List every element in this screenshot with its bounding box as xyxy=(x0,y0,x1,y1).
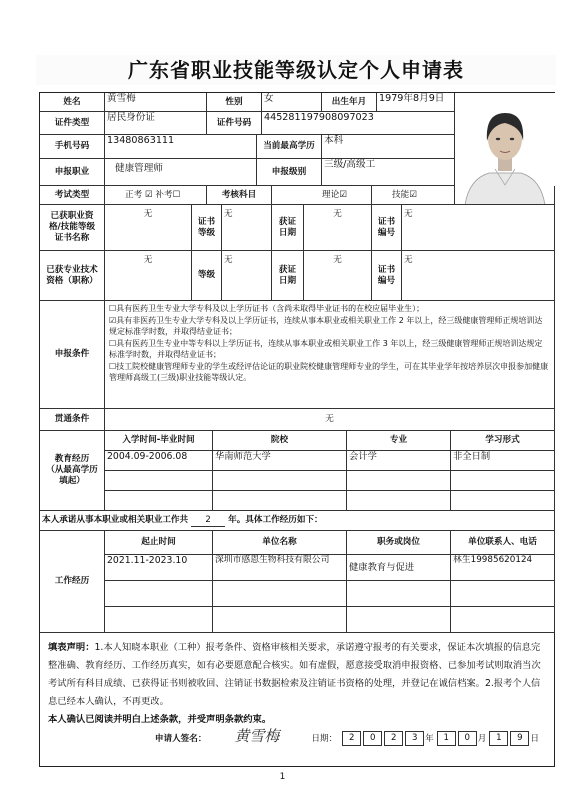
level-label: 申报级别 xyxy=(257,159,322,186)
edu-school-header: 院校 xyxy=(213,431,347,451)
idtype-label: 证件类型 xyxy=(40,112,105,135)
work-blank xyxy=(451,581,555,607)
tech-cert-date: 无 xyxy=(304,251,372,301)
edu-blank xyxy=(213,471,347,491)
tech-cert-level: 无 xyxy=(222,251,272,301)
commitment-line xyxy=(40,511,555,531)
commitment-years: 2 xyxy=(191,514,225,527)
page-number: 1 xyxy=(279,772,286,782)
applicant-signature: 黄雪梅 xyxy=(234,727,280,745)
education-label-cell xyxy=(40,431,105,511)
edu-form: 非全日制 xyxy=(451,451,555,471)
idno-value: 445281197908097023 xyxy=(262,112,455,135)
date-digit-box: 2 xyxy=(384,731,403,746)
application-form xyxy=(39,92,555,767)
existing-cert-date: 无 xyxy=(304,205,372,251)
exam-type-label: 考试类型 xyxy=(40,186,105,205)
work-blank xyxy=(451,607,555,633)
declaration-confirm: 本人确认已阅读并明白上述条款，并受声明条款约束。 xyxy=(48,714,272,725)
declaration-heading: 填表声明： xyxy=(48,642,95,653)
applicant-label: 申请人签名： xyxy=(154,734,207,744)
declaration-text: 1.本人知晓本职业（工种）报考条件、资格审核相关要求，承诺遵守报考的有关要求，保证本次填报的信息完整准确、教育经历、工作经历真实，如有必要愿意配合核实。如有虚假，愿意接受取消申报资格、已参加考试则取消当次考试所有科目成绩、已获得证书则被收回、注销证书数据检索及注销证书资格的处理，并登记在诚信档案。2.报考个人信息已经本人确认，不再更改。 xyxy=(48,642,541,707)
education-level-label: 当前最高学历 xyxy=(257,135,322,159)
existing-cert-name: 无 xyxy=(105,205,192,251)
blank-cell xyxy=(455,186,555,205)
work-blank xyxy=(213,581,347,607)
declaration xyxy=(40,633,554,768)
work-blank xyxy=(105,607,213,633)
conditions-list xyxy=(105,301,555,409)
tech-cert-no-label: 证书编号 xyxy=(372,251,402,301)
name-value: 黄雪梅 xyxy=(105,93,207,112)
edu-date-header: 入学时间-毕业时间 xyxy=(105,431,213,451)
work-label: 工作经历 xyxy=(40,531,105,633)
work-post-header: 职务或岗位 xyxy=(347,531,451,555)
skill-option: 技能☑ xyxy=(372,186,455,205)
tech-cert-name: 无 xyxy=(105,251,192,301)
condition-item-4: ☐技工院校健康管理师专业的学生或经评估论证的职业院校健康管理师专业的学生，可在其毕业学年按培养层次申报参加健康管理师高级工(三级)职业技能等级认定。 xyxy=(109,361,549,382)
edu-school: 华南师范大学 xyxy=(213,451,347,471)
existing-cert-label: 已获职业资格/技能等级证书名称 xyxy=(40,205,105,251)
work-date: 2021.11-2023.10 xyxy=(105,555,213,581)
condition-item-2: ☑具有非医药卫生专业大学专科及以上学历证书，连续从事本职业或相关职业工作 2 年以上，经三级健康管理师正规培训达规定标准学时数，并取得结业证书； xyxy=(109,315,543,336)
name-label: 姓名 xyxy=(40,93,105,112)
through-value: 无 xyxy=(105,409,555,431)
tech-cert-date-label: 获证日期 xyxy=(272,251,304,301)
condition-item-3: ☐具有医药卫生专业中等专科以上学历证书，连续从事本职业或相关职业工作 3 年以上，经三级健康管理师正规培训达规定标准学时数，并取得结业证书； xyxy=(109,338,543,359)
commitment-prefix: 本人承诺从事本职业或相关职业工作共 xyxy=(42,515,189,525)
edu-form-header: 学习形式 xyxy=(451,431,555,451)
date-digit-box: 1 xyxy=(489,731,508,746)
education-label-note: （从最高学历填起） xyxy=(46,465,98,486)
existing-cert-level: 无 xyxy=(222,205,272,251)
work-contact: 林生19985620124 xyxy=(451,555,555,581)
level-value: 三级/高级工 xyxy=(322,159,455,186)
exam-subject-label: 考核科目 xyxy=(207,186,272,205)
form-title: 广东省职业技能等级认定个人申请表 xyxy=(36,55,556,85)
gender-value: 女 xyxy=(262,93,322,112)
condition-item-1: ☐具有医药卫生专业大学专科及以上学历证书（含尚未取得毕业证书的在校应届毕业生）； xyxy=(109,304,425,313)
edu-blank xyxy=(213,491,347,511)
date-digit-box: 1 xyxy=(437,731,456,746)
existing-cert-date-label: 获证日期 xyxy=(272,205,304,251)
existing-cert-no: 无 xyxy=(402,205,555,251)
edu-blank xyxy=(347,491,451,511)
education-label: 教育经历 xyxy=(54,454,90,464)
work-unit: 深圳市感恩生物科技有限公司 xyxy=(213,555,347,581)
phone-value: 13480863111 xyxy=(105,135,257,159)
date-digit-box: 9 xyxy=(510,731,529,746)
work-date-header: 起止时间 xyxy=(105,531,213,555)
theory-option: 理论☑ xyxy=(272,186,372,205)
signature-line xyxy=(48,727,546,748)
existing-cert-no-label: 证书编号 xyxy=(372,205,402,251)
birth-value: 1979年8月9日 xyxy=(377,93,455,112)
work-blank xyxy=(105,581,213,607)
tech-cert-label: 已获专业技术资格（职称） xyxy=(40,251,105,301)
declaration-body xyxy=(48,639,546,711)
date-digit-box: 3 xyxy=(405,731,424,746)
work-blank xyxy=(347,581,451,607)
date-unit: 年 xyxy=(425,734,434,744)
tech-cert-level-label: 等级 xyxy=(192,251,222,301)
edu-blank xyxy=(451,471,555,491)
gender-label: 性别 xyxy=(207,93,262,112)
date-unit: 月 xyxy=(477,734,487,744)
work-unit-header: 单位名称 xyxy=(213,531,347,555)
education-level-value: 本科 xyxy=(322,135,455,159)
date-digit-box: 2 xyxy=(342,731,361,746)
conditions-label: 申报条件 xyxy=(40,301,105,409)
phone-label: 手机号码 xyxy=(40,135,105,159)
birth-label: 出生年月 xyxy=(322,93,377,112)
idno-label: 证件号码 xyxy=(207,112,262,135)
job-label: 申报职业 xyxy=(40,159,105,186)
job-value: 健康管理师 xyxy=(105,159,257,186)
edu-blank xyxy=(347,471,451,491)
work-blank xyxy=(213,607,347,633)
idtype-value: 居民身份证 xyxy=(105,112,207,135)
edu-major: 会计学 xyxy=(347,451,451,471)
edu-blank xyxy=(105,471,213,491)
tech-cert-no: 无 xyxy=(402,251,555,301)
date-unit: 日 xyxy=(530,734,539,744)
date-digit-box: 0 xyxy=(363,731,382,746)
work-post: 健康教育与促进 xyxy=(347,555,451,581)
through-label: 贯通条件 xyxy=(40,409,105,431)
work-blank xyxy=(347,607,451,633)
edu-major-header: 专业 xyxy=(347,431,451,451)
exam-type-options: 正考 ☑ 补考☐ xyxy=(105,186,207,205)
date-label: 日期： xyxy=(311,734,338,744)
edu-blank xyxy=(105,491,213,511)
edu-blank xyxy=(451,491,555,511)
existing-cert-level-label: 证书等级 xyxy=(192,205,222,251)
signature-date xyxy=(340,733,540,744)
edu-date: 2004.09-2006.08 xyxy=(105,451,213,471)
work-contact-header: 单位联系人、电话 xyxy=(451,531,555,555)
commitment-suffix: 年。具体工作经历如下： xyxy=(228,515,323,525)
date-digit-box: 0 xyxy=(458,731,477,746)
